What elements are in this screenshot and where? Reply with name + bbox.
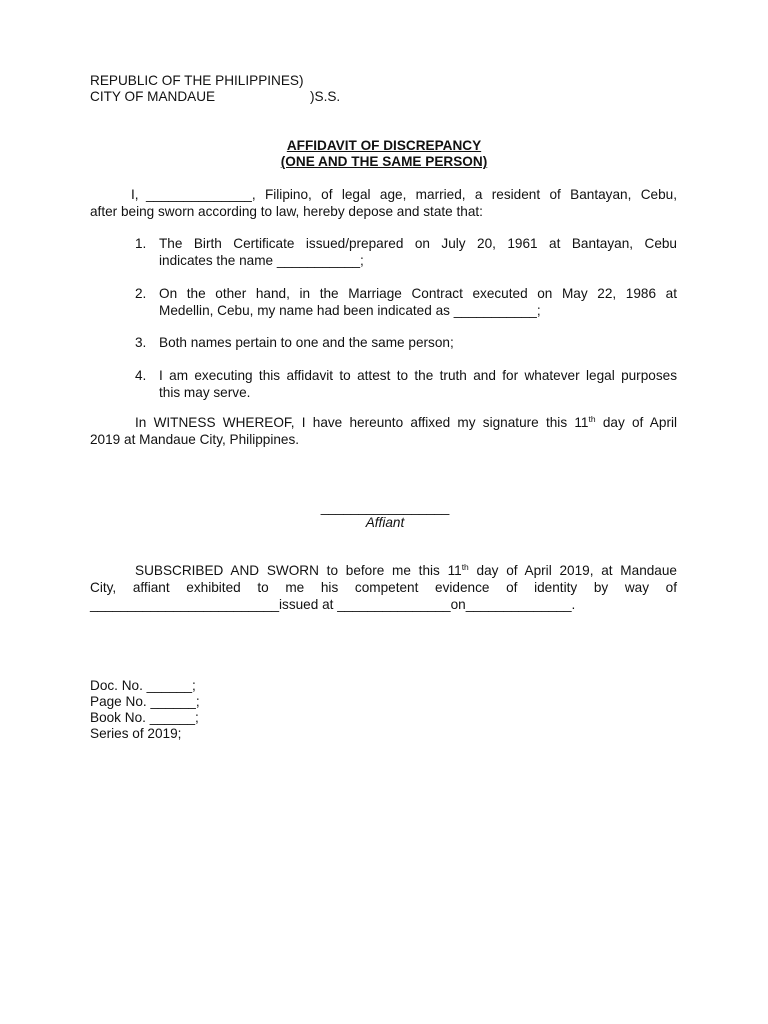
- header-line-republic: REPUBLIC OF THE PHILIPPINES): [90, 73, 304, 88]
- affiant-label: Affiant: [365, 515, 405, 530]
- witness-line-1: [135, 415, 677, 432]
- list-item: [135, 236, 677, 270]
- list-item-number: 1.: [135, 236, 147, 251]
- list-item: [135, 368, 677, 402]
- witness-text-a: In WITNESS WHEREOF, I have hereunto affixed my signature this 11: [135, 415, 589, 430]
- list-item-line-1: Both names pertain to one and the same person;: [159, 335, 454, 350]
- list-item-number: 4.: [135, 368, 147, 383]
- list-item-line-2: indicates the name ___________;: [159, 253, 364, 268]
- list-item: [135, 286, 677, 320]
- list-item-line-1: On the other hand, in the Marriage Contract executed on May 22, 1986 at: [159, 286, 677, 301]
- intro-line-2: after being sworn according to law, hereby depose and state that:: [90, 204, 483, 219]
- jurat-line-2: City, affiant exhibited to me his competent evidence of identity by way of: [90, 580, 677, 595]
- list-item-number: 2.: [135, 286, 147, 301]
- header-ss: )S.S.: [310, 89, 341, 104]
- document-subtitle: (ONE AND THE SAME PERSON): [280, 154, 488, 169]
- list-item-line-2: Medellin, Cebu, my name had been indicated as ___________;: [159, 303, 541, 318]
- header-line-city: CITY OF MANDAUE: [90, 89, 216, 104]
- series-year: Series of 2019;: [90, 726, 182, 741]
- jurat-line-1: [135, 563, 677, 580]
- jurat-text-b: day of April 2019, at Mandaue: [468, 563, 677, 578]
- page-number: Page No. ______;: [90, 694, 200, 709]
- jurat-line-3: _________________________issued at _______________on______________.: [90, 597, 576, 612]
- signature-line: _________________: [320, 500, 450, 515]
- jurat-ordinal-suffix: th: [461, 562, 469, 572]
- intro-i: I,: [131, 187, 139, 202]
- witness-text-b: day of April: [595, 415, 678, 430]
- list-item-number: 3.: [135, 335, 147, 350]
- jurat-text-a: SUBSCRIBED AND SWORN to before me this 11: [135, 563, 462, 578]
- book-number: Book No. ______;: [90, 710, 199, 725]
- witness-ordinal-suffix: th: [588, 414, 596, 424]
- document-title: AFFIDAVIT OF DISCREPANCY: [286, 138, 482, 153]
- list-item-line-1: The Birth Certificate issued/prepared on July 20, 1961 at Bantayan, Cebu: [159, 236, 677, 251]
- witness-line-2: 2019 at Mandaue City, Philippines.: [90, 432, 300, 447]
- list-item-line-1: I am executing this affidavit to attest to the truth and for whatever legal purposes: [159, 368, 677, 383]
- doc-number: Doc. No. ______;: [90, 678, 196, 693]
- list-item-line-2: this may serve.: [159, 385, 251, 400]
- intro-line-1: ______________, Filipino, of legal age, married, a resident of Bantayan, Cebu,: [146, 187, 677, 202]
- list-item: [135, 335, 677, 352]
